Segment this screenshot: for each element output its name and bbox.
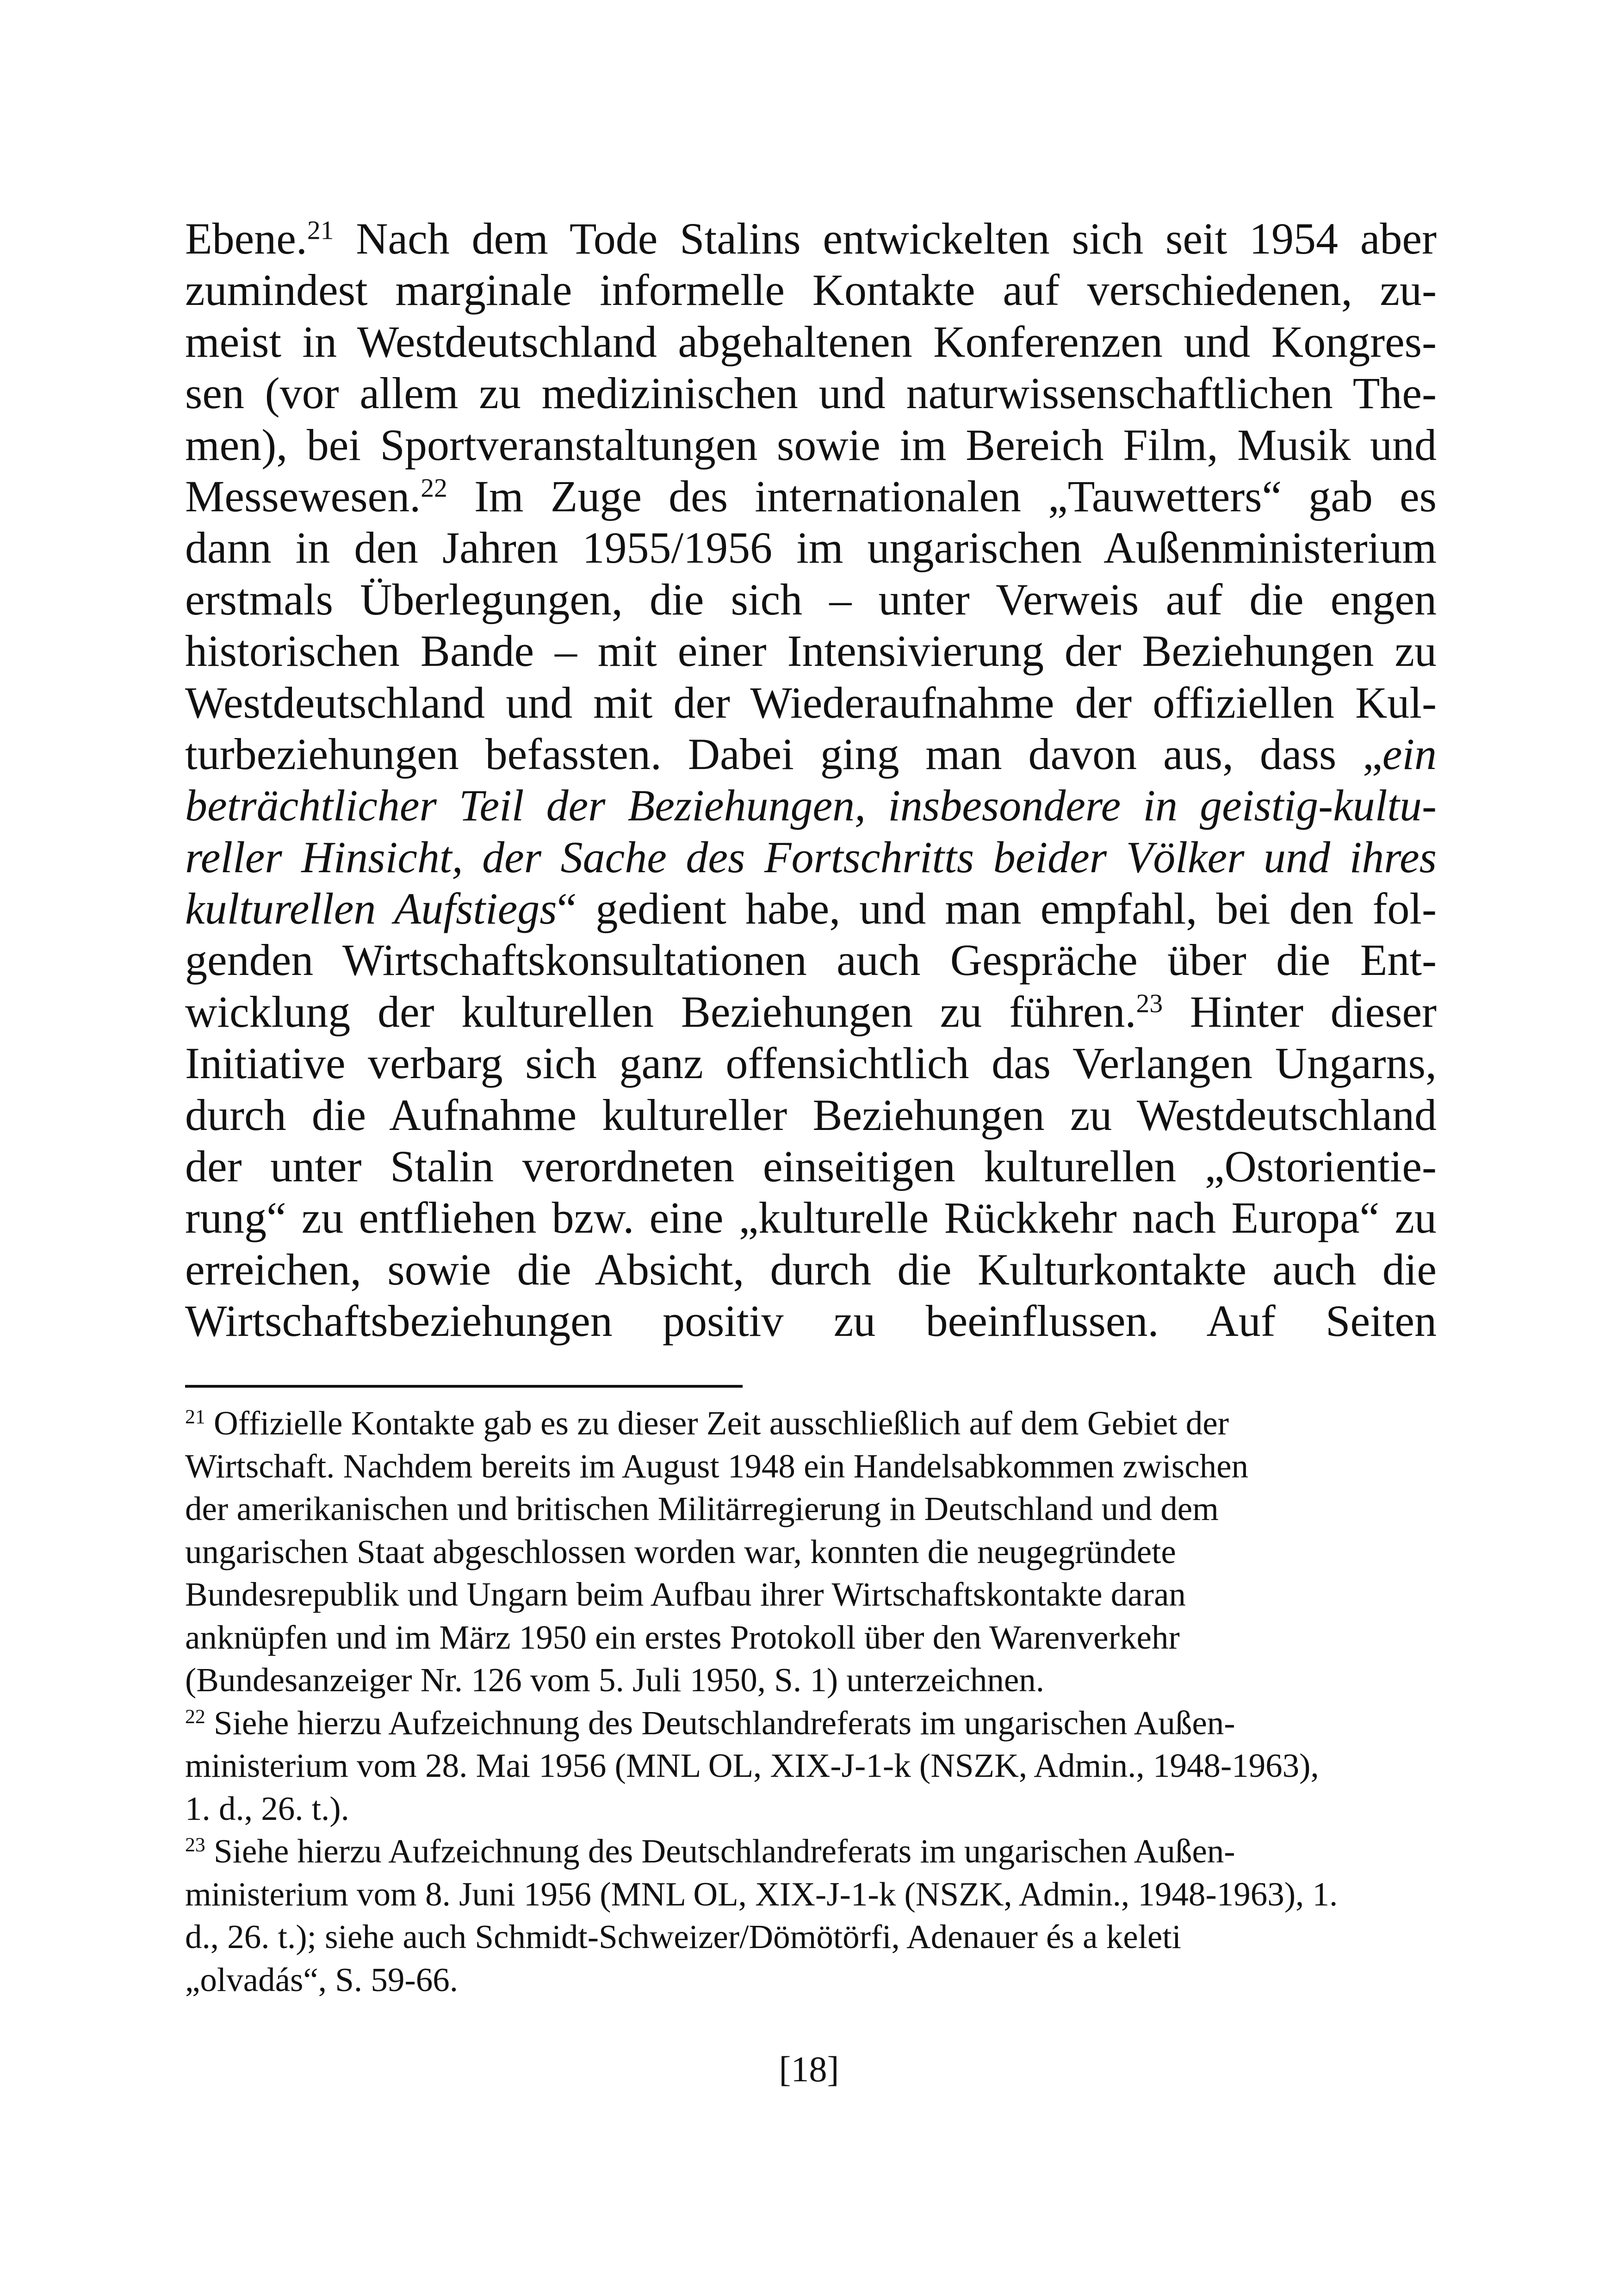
- body-line-text: “ gedient habe, und man empfahl, bei den fol-: [557, 884, 1437, 934]
- quote-italic: ein: [1382, 729, 1437, 779]
- body-line: [185, 728, 1437, 780]
- body-line-text: turbeziehungen befassten. Dabei ging man davon aus, dass „: [185, 729, 1382, 779]
- footnote-line: [185, 1402, 1437, 1445]
- body-line: [185, 213, 1437, 264]
- body-line-text: Nach dem Tode Stalins entwickelten sich seit 1954 aber: [334, 214, 1437, 263]
- footnote-text: Siehe hierzu Aufzeichnung des Deutschlandreferats im ungarischen Außen-: [205, 1704, 1235, 1742]
- footnotes: [185, 1402, 1437, 2001]
- footnote-line: Bundesrepublik und Ungarn beim Aufbau ihrer Wirtschaftskontakte daran: [185, 1576, 1186, 1613]
- body-line: historischen Bande – mit einer Intensivierung der Beziehungen zu: [185, 626, 1437, 676]
- footnote-line: (Bundesanzeiger Nr. 126 vom 5. Juli 1950, S. 1) unterzeichnen.: [185, 1661, 1045, 1699]
- footnote-line: Wirtschaft. Nachdem bereits im August 1948 ein Handelsabkommen zwischen: [185, 1447, 1249, 1485]
- footnote-line: 1. d., 26. t.).: [185, 1789, 349, 1827]
- footnote-line: ministerium vom 28. Mai 1956 (MNL OL, XIX-J-1-k (NSZK, Admin., 1948-1963),: [185, 1747, 1319, 1784]
- footnote-ref-22[interactable]: 22: [421, 473, 447, 503]
- body-line: rung“ zu entfliehen bzw. eine „kulturelle Rückkehr nach Europa“ zu: [185, 1193, 1437, 1243]
- body-line: [185, 780, 1437, 831]
- body-line: Initiative verbarg sich ganz offensichtlich das Verlangen Ungarns,: [185, 1038, 1437, 1088]
- body-line: [185, 832, 1437, 883]
- quote-italic: beträchtlicher Teil der Beziehungen, insbesondere in geistig-kultu-: [185, 781, 1437, 831]
- body-line-text: Hinter dieser: [1163, 987, 1437, 1036]
- footnote-line: ministerium vom 8. Juni 1956 (MNL OL, XIX-J-1-k (NSZK, Admin., 1948-1963), 1.: [185, 1875, 1338, 1913]
- body-line-text: wicklung der kulturellen Beziehungen zu führen.: [185, 987, 1136, 1036]
- footnote-ref-23[interactable]: 23: [1136, 989, 1163, 1018]
- body-line: der unter Stalin verordneten einseitigen kulturellen „Ostorientie-: [185, 1142, 1437, 1191]
- body-text: [185, 213, 1437, 1347]
- footnote-number-22: 22: [185, 1705, 205, 1728]
- footnote-text: Offizielle Kontakte gab es zu dieser Zeit ausschließlich auf dem Gebiet der: [205, 1404, 1229, 1442]
- body-line: Westdeutschland und mit der Wiederaufnahme der offiziellen Kul-: [185, 677, 1437, 727]
- body-line-text: Im Zuge des internationalen „Tauwetters“ gab es: [447, 471, 1437, 521]
- quote-italic: kulturellen Aufstiegs: [185, 884, 557, 934]
- body-line: erstmals Überlegungen, die sich – unter Verweis auf die engen: [185, 574, 1437, 624]
- body-line: zumindest marginale informelle Kontakte auf verschiedenen, zu-: [185, 265, 1437, 315]
- body-line: Wirtschaftsbeziehungen positiv zu beeinflussen. Auf Seiten: [185, 1296, 1437, 1346]
- footnote-line: der amerikanischen und britischen Militärregierung in Deutschland und dem: [185, 1490, 1219, 1527]
- footnote-text: Siehe hierzu Aufzeichnung des Deutschlandreferats im ungarischen Außen-: [205, 1832, 1235, 1870]
- footnote-line: ungarischen Staat abgeschlossen worden war, konnten die neugegründete: [185, 1533, 1176, 1570]
- footnote-number-21: 21: [185, 1405, 205, 1428]
- body-line: sen (vor allem zu medizinischen und naturwissenschaftlichen The-: [185, 368, 1437, 418]
- page-number: [18]: [779, 2049, 839, 2089]
- body-line: genden Wirtschaftskonsultationen auch Gespräche über die Ent-: [185, 935, 1437, 985]
- body-line: [185, 986, 1437, 1037]
- body-line: durch die Aufnahme kultureller Beziehungen zu Westdeutschland: [185, 1090, 1437, 1140]
- footnote-line: anknüpfen und im März 1950 ein erstes Protokoll über den Warenverkehr: [185, 1618, 1180, 1656]
- body-line-text: Ebene.: [185, 214, 307, 263]
- footnote-line: [185, 1702, 1437, 1745]
- footnote-line: „olvadás“, S. 59-66.: [185, 1961, 458, 1998]
- footnote-divider: [185, 1385, 743, 1388]
- footnote-ref-21[interactable]: 21: [307, 216, 334, 245]
- body-line: [185, 471, 1437, 522]
- quote-italic: reller Hinsicht, der Sache des Fortschritts beider Völker und ihres: [185, 832, 1437, 882]
- footnote-number-23: 23: [185, 1833, 205, 1856]
- body-line: [185, 883, 1437, 934]
- body-line: meist in Westdeutschland abgehaltenen Konferenzen und Kongres-: [185, 316, 1437, 366]
- body-line: men), bei Sportveranstaltungen sowie im Bereich Film, Musik und: [185, 420, 1437, 470]
- footnote-line: [185, 1830, 1437, 1873]
- body-line: dann in den Jahren 1955/1956 im ungarischen Außenministerium: [185, 523, 1437, 573]
- footnote-line: d., 26. t.); siehe auch Schmidt-Schweizer/Dömötörfi, Adenauer és a keleti: [185, 1918, 1181, 1955]
- body-line-text: Messewesen.: [185, 471, 421, 521]
- body-line: erreichen, sowie die Absicht, durch die Kulturkontakte auch die: [185, 1244, 1437, 1294]
